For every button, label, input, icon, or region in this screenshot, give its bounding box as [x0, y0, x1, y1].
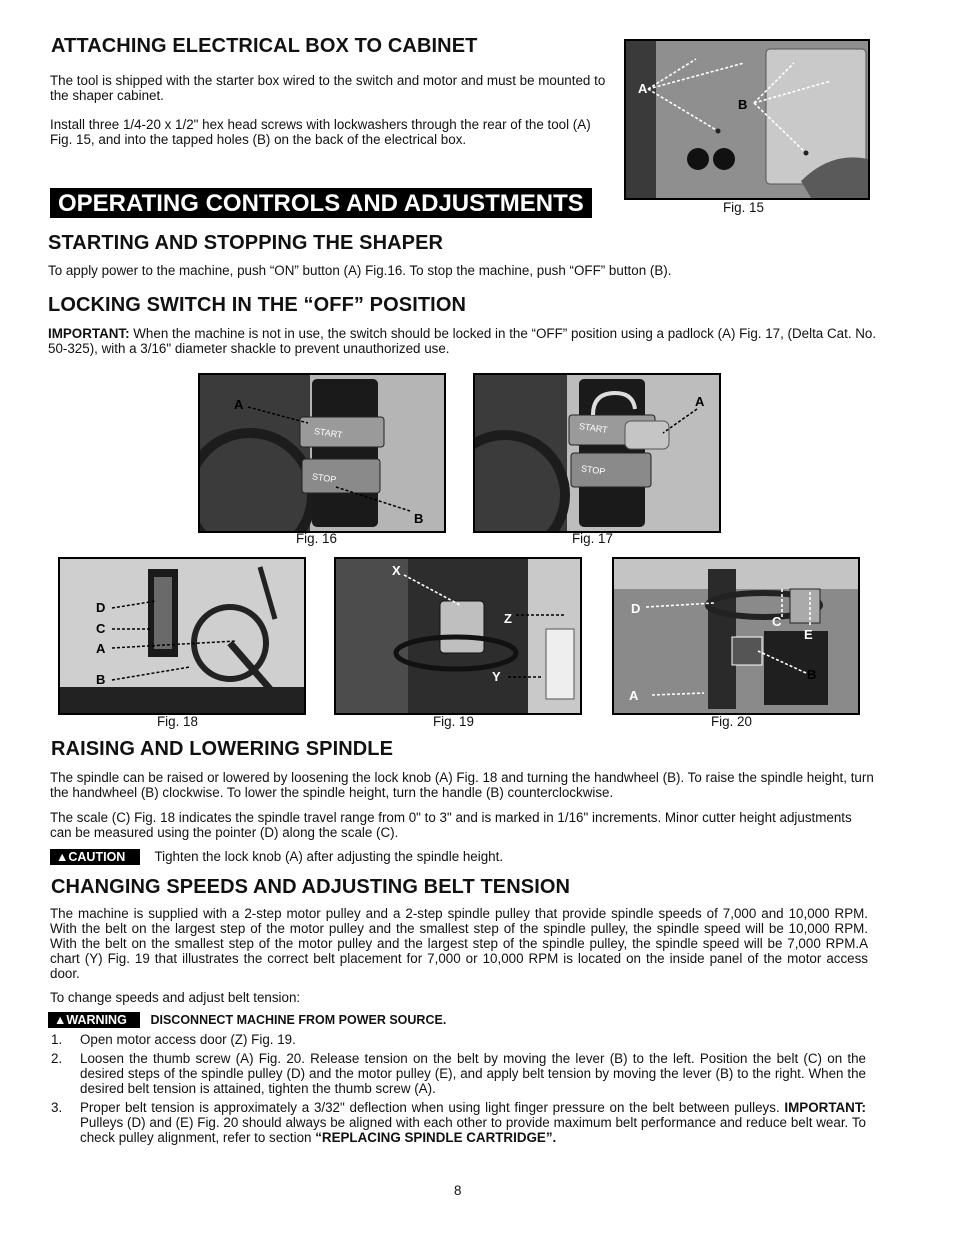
caution-text: Tighten the lock knob (A) after adjusting the spindle height. [154, 849, 504, 864]
fig18-caption: Fig. 18 [157, 714, 198, 729]
section-title-attaching: ATTACHING ELECTRICAL BOX TO CABINET [51, 35, 478, 57]
list-item [51, 1032, 866, 1047]
section-title-speeds: CHANGING SPEEDS AND ADJUSTING BELT TENSION [51, 876, 571, 898]
step-text: Proper belt tension is approximately a 3/32" deflection when using light finger pressure on the belt between pulleys. [80, 1100, 785, 1115]
fig17-caption: Fig. 17 [572, 531, 613, 546]
fig17-stop-text: STOP [580, 463, 606, 477]
warning-label: WARNING [66, 1013, 127, 1027]
fig16-label-b: B [414, 511, 424, 526]
step-text: Open motor access door (Z) Fig. 19. [80, 1032, 296, 1047]
fig16-photo [198, 373, 446, 533]
section-title-locking: LOCKING SWITCH IN THE “OFF” POSITION [48, 294, 467, 316]
fig20-label-a: A [629, 688, 639, 703]
list-item [51, 1100, 866, 1145]
fig20-label-e: E [804, 627, 813, 642]
fig18-photo [58, 557, 306, 715]
warning-notice [48, 1011, 446, 1029]
caution-notice [50, 848, 503, 866]
step-text: Loosen the thumb screw (A) Fig. 20. Release tension on the belt by moving the lever (B) to the left. Position the belt (C) on the desired steps of the spindle pulley (D) and the motor pulley (E), and apply belt tension by moving the lever (B) to the right. When the desired belt tension is attained, tighten the thumb screw (A). [80, 1051, 866, 1096]
locking-paragraph [48, 326, 878, 356]
raising-paragraph-1: The spindle can be raised or lowered by loosening the lock knob (A) Fig. 18 and turning the handwheel (B). To raise the spindle height, turn the handwheel (B) clockwise. To lower the spindle height, turn the handle (B) counterclockwise. [50, 770, 874, 800]
fig16-label-a: A [234, 397, 244, 412]
fig18-label-d: D [96, 600, 106, 615]
attaching-paragraph-1: The tool is shipped with the starter box wired to the switch and motor and must be mounted to the shaper cabinet. [50, 73, 606, 103]
fig16-stop-text: STOP [311, 471, 337, 485]
starting-paragraph: To apply power to the machine, push “ON” button (A) Fig.16. To stop the machine, push “OFF” button (B). [48, 263, 672, 278]
step-number: 1. [51, 1032, 63, 1047]
fig17-photo [473, 373, 721, 533]
step-number: 3. [51, 1100, 63, 1115]
fig16-start-text: START [313, 426, 344, 440]
important-label: IMPORTANT: [784, 1100, 866, 1115]
section-reference: “REPLACING SPINDLE CARTRIDGE”. [315, 1130, 557, 1145]
raising-paragraph-2: The scale (C) Fig. 18 indicates the spindle travel range from 0" to 3" and is marked in 1/16" increments. Minor cutter height adjustments can be measured using the pointer (D) along the scale (C). [50, 810, 852, 840]
fig19-label-x: X [392, 563, 401, 578]
warning-triangle-icon: ▲ [56, 850, 69, 864]
page-number: 8 [454, 1183, 462, 1198]
caution-badge [50, 849, 140, 865]
section-title-starting: STARTING AND STOPPING THE SHAPER [48, 232, 444, 254]
fig17-label-a: A [695, 394, 705, 409]
fig19-label-y: Y [492, 669, 501, 684]
operating-banner: OPERATING CONTROLS AND ADJUSTMENTS [50, 188, 592, 218]
step-text-cont: Pulleys (D) and (E) Fig. 20 should always be aligned with each other to provide maximum belt performance and reduce belt wear. To check pulley alignment, refer to section [80, 1115, 866, 1145]
fig15-label-a: A [638, 81, 648, 96]
fig17-start-text: START [578, 421, 609, 435]
caution-label: CAUTION [68, 850, 126, 864]
attaching-paragraph-2: Install three 1/4-20 x 1/2" hex head screws with lockwashers through the rear of the tool (A) Fig. 15, and into the tapped holes (B) on the back of the electrical box. [50, 117, 591, 147]
fig19-label-z: Z [504, 611, 512, 626]
fig20-label-b: B [807, 667, 817, 682]
warning-badge [48, 1012, 140, 1028]
fig20-photo [612, 557, 860, 715]
fig19-caption: Fig. 19 [433, 714, 474, 729]
fig15-photo [624, 39, 870, 200]
speeds-paragraph-1: The machine is supplied with a 2-step motor pulley and a 2-step spindle pulley that provide spindle speeds of 7,000 and 10,000 RPM. With the belt on the largest step of the motor pulley and the smallest step of the spindle pulley, the spindle speed will be 10,000 RPM. With the belt on the smallest step of the motor pulley and the largest step of the spindle pulley, the spindle speed will be 7,000 RPM.A chart (Y) Fig. 19 that illustrates the correct belt placement for 7,000 or 10,000 RPM is located on the inside panel of the motor access door. [50, 906, 868, 981]
fig18-label-a: A [96, 641, 106, 656]
fig20-label-d: D [631, 601, 641, 616]
step-number: 2. [51, 1051, 63, 1066]
fig20-caption: Fig. 20 [711, 714, 752, 729]
fig18-label-b: B [96, 672, 106, 687]
fig20-label-c: C [772, 614, 782, 629]
warning-triangle-icon: ▲ [54, 1013, 67, 1027]
speeds-paragraph-2: To change speeds and adjust belt tension: [50, 990, 301, 1005]
fig15-caption: Fig. 15 [723, 200, 764, 215]
warning-text: DISCONNECT MACHINE FROM POWER SOURCE. [150, 1013, 447, 1027]
fig15-label-b: B [738, 97, 748, 112]
fig16-caption: Fig. 16 [296, 531, 337, 546]
fig18-label-c: C [96, 621, 106, 636]
list-item [51, 1051, 866, 1096]
speeds-steps-list [51, 1032, 866, 1145]
section-title-raising: RAISING AND LOWERING SPINDLE [51, 738, 394, 760]
locking-text: When the machine is not in use, the switch should be locked in the “OFF” position using a padlock (A) Fig. 17, (Delta Cat. No. 50-325), with a 3/16" diameter shackle to prevent unauthorized use. [48, 326, 877, 356]
important-label: IMPORTANT: [48, 326, 130, 341]
fig19-photo [334, 557, 582, 715]
